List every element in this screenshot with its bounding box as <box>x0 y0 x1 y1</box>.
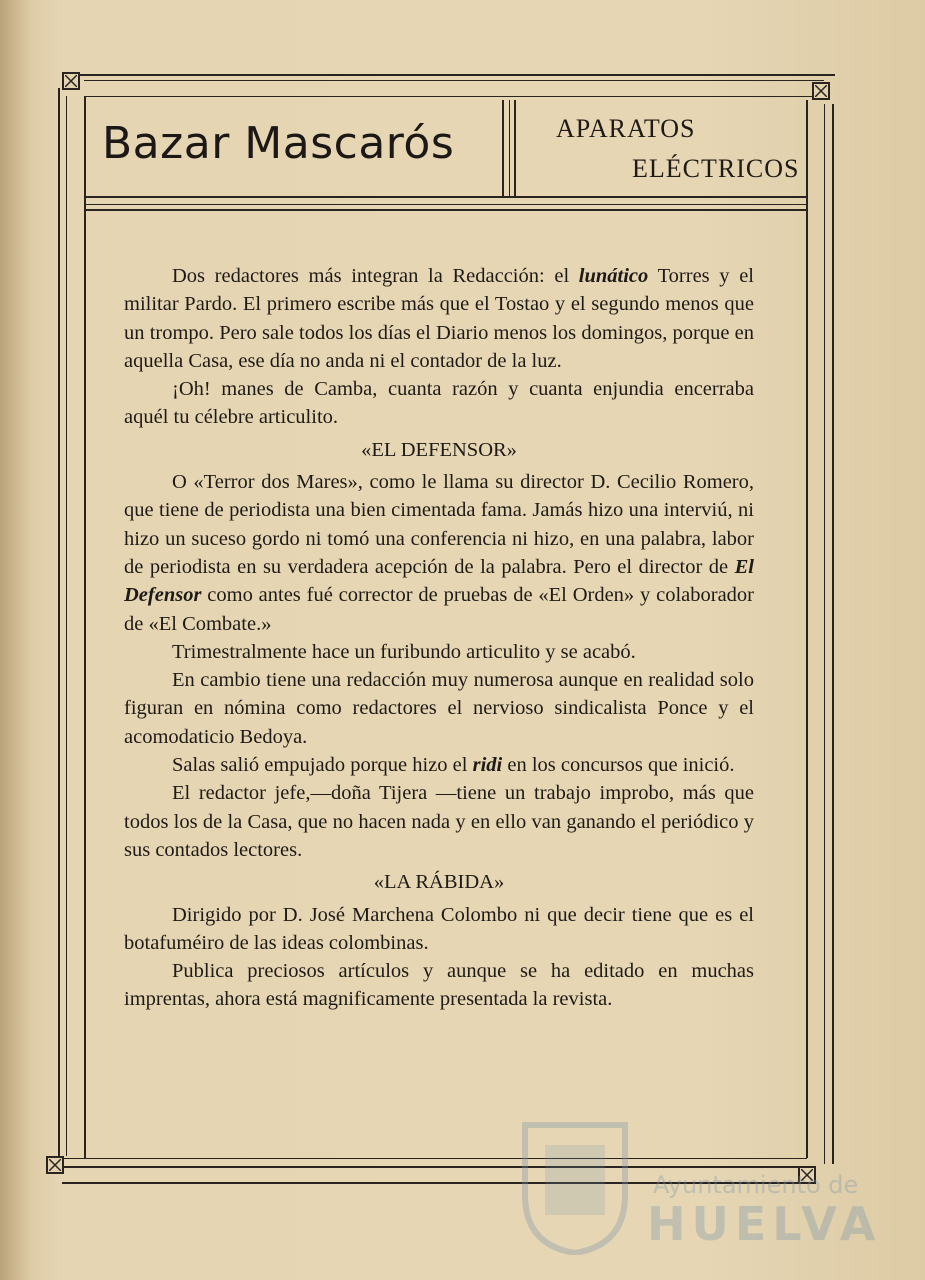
header-right-line1: APARATOS <box>556 114 696 143</box>
frame-top-inner <box>84 80 824 81</box>
section-heading-el-defensor: «EL DEFENSOR» <box>361 438 517 461</box>
header-rule-1 <box>86 196 806 198</box>
frame-left-outer <box>58 88 60 1156</box>
watermark-line2: HUELVA <box>647 1197 882 1251</box>
watermark-line1: Ayuntamiento de <box>653 1171 859 1199</box>
paragraph-1-text-b: Torres y el militar Pardo. El primero escribe más que el Tostao y el segundo menos que un trompo. Pero sale todos los días el Diario menos los domingos, porque en aquella Casa, ese día no anda ni el contador de la luz. <box>124 265 754 372</box>
paragraph-2: ¡Oh! manes de Camba, cuanta razón y cuanta enjundia encerraba aquél tu célebre articulito. <box>124 378 754 429</box>
header-divider-3 <box>514 100 516 196</box>
paragraph-8: Dirigido por D. José Marchena Colombo ni que decir tiene que es el botafuméiro de las ideas colombinas. <box>124 903 754 954</box>
paragraph-3-italic: El Defensor <box>124 555 754 607</box>
paragraph-1-text-a: Dos redactores más integran la Redacción: el <box>172 265 579 287</box>
frame-right-mid <box>824 104 825 1164</box>
section-heading-la-rabida: «LA RÁBIDA» <box>373 871 505 894</box>
paragraph-6 <box>124 751 754 779</box>
paragraph-5: En cambio tiene una redacción muy numerosa aunque en realidad solo figuran en nómina como redactores el nervioso sindicalista Ponce y el acomodaticio Bedoya. <box>124 669 754 748</box>
corner-ornament-top-right <box>812 82 830 100</box>
header-divider-2 <box>509 100 510 196</box>
coat-of-arms-icon <box>515 1105 635 1255</box>
corner-ornament-bottom-left <box>46 1156 64 1174</box>
paragraph-1-italic: lunático <box>578 265 649 287</box>
paragraph-4: Trimestralmente hace un furibundo articulito y se acabó. <box>172 640 636 663</box>
corner-ornament-top-left <box>62 72 80 90</box>
frame-top-outer <box>70 74 835 76</box>
frame-top-inner2 <box>84 96 812 97</box>
paragraph-3-text-a: O «Terror dos Mares», como le llama su director D. Cecilio Romero, que tiene de periodista una bien cimentada fama. Jamás hizo una interviú, ni hizo un suceso gordo ni tomó una conferencia ni hizo, en una palabra, labor de periodista en su verdadera acepción de la palabra. Pero el director de <box>124 471 754 578</box>
frame-left-mid <box>66 96 67 1156</box>
frame-right-inner <box>806 100 808 1158</box>
article-body <box>124 262 754 1014</box>
header-title: Bazar Mascarós <box>102 118 455 169</box>
header-divider-1 <box>502 100 504 196</box>
header-rule-2 <box>86 204 806 205</box>
x-box-icon <box>49 1159 61 1171</box>
paragraph-9: Publica preciosos artículos y aunque se ha editado en muchas imprentas, ahora está magnificamente presentada la revista. <box>124 960 754 1011</box>
paragraph-6-text-b: en los concursos que inició. <box>502 754 735 777</box>
paragraph-7: El redactor jefe,—doña Tijera —tiene un trabajo improbo, más que todos los de la Casa, que no hacen nada y en ello van ganando el periódico y sus contados lectores. <box>124 782 754 861</box>
x-box-icon <box>65 75 77 87</box>
frame-left-inner <box>84 96 86 1158</box>
paragraph-3-text-b: como antes fué corrector de pruebas de «El Orden» y colaborador de «El Combate.» <box>124 584 754 635</box>
page-gutter-shadow <box>0 0 30 1280</box>
paragraph-6-text-a: Salas salió empujado porque hizo el <box>172 754 473 777</box>
header-right-line2: ELÉCTRICOS <box>632 154 800 183</box>
header-rule-3 <box>86 209 806 211</box>
paragraph-6-italic: ridi <box>472 754 503 777</box>
archive-watermark <box>515 1105 882 1255</box>
frame-right-outer <box>832 104 834 1164</box>
paragraph-3 <box>124 468 754 638</box>
x-box-icon <box>815 85 827 97</box>
paragraph-1 <box>124 262 754 375</box>
